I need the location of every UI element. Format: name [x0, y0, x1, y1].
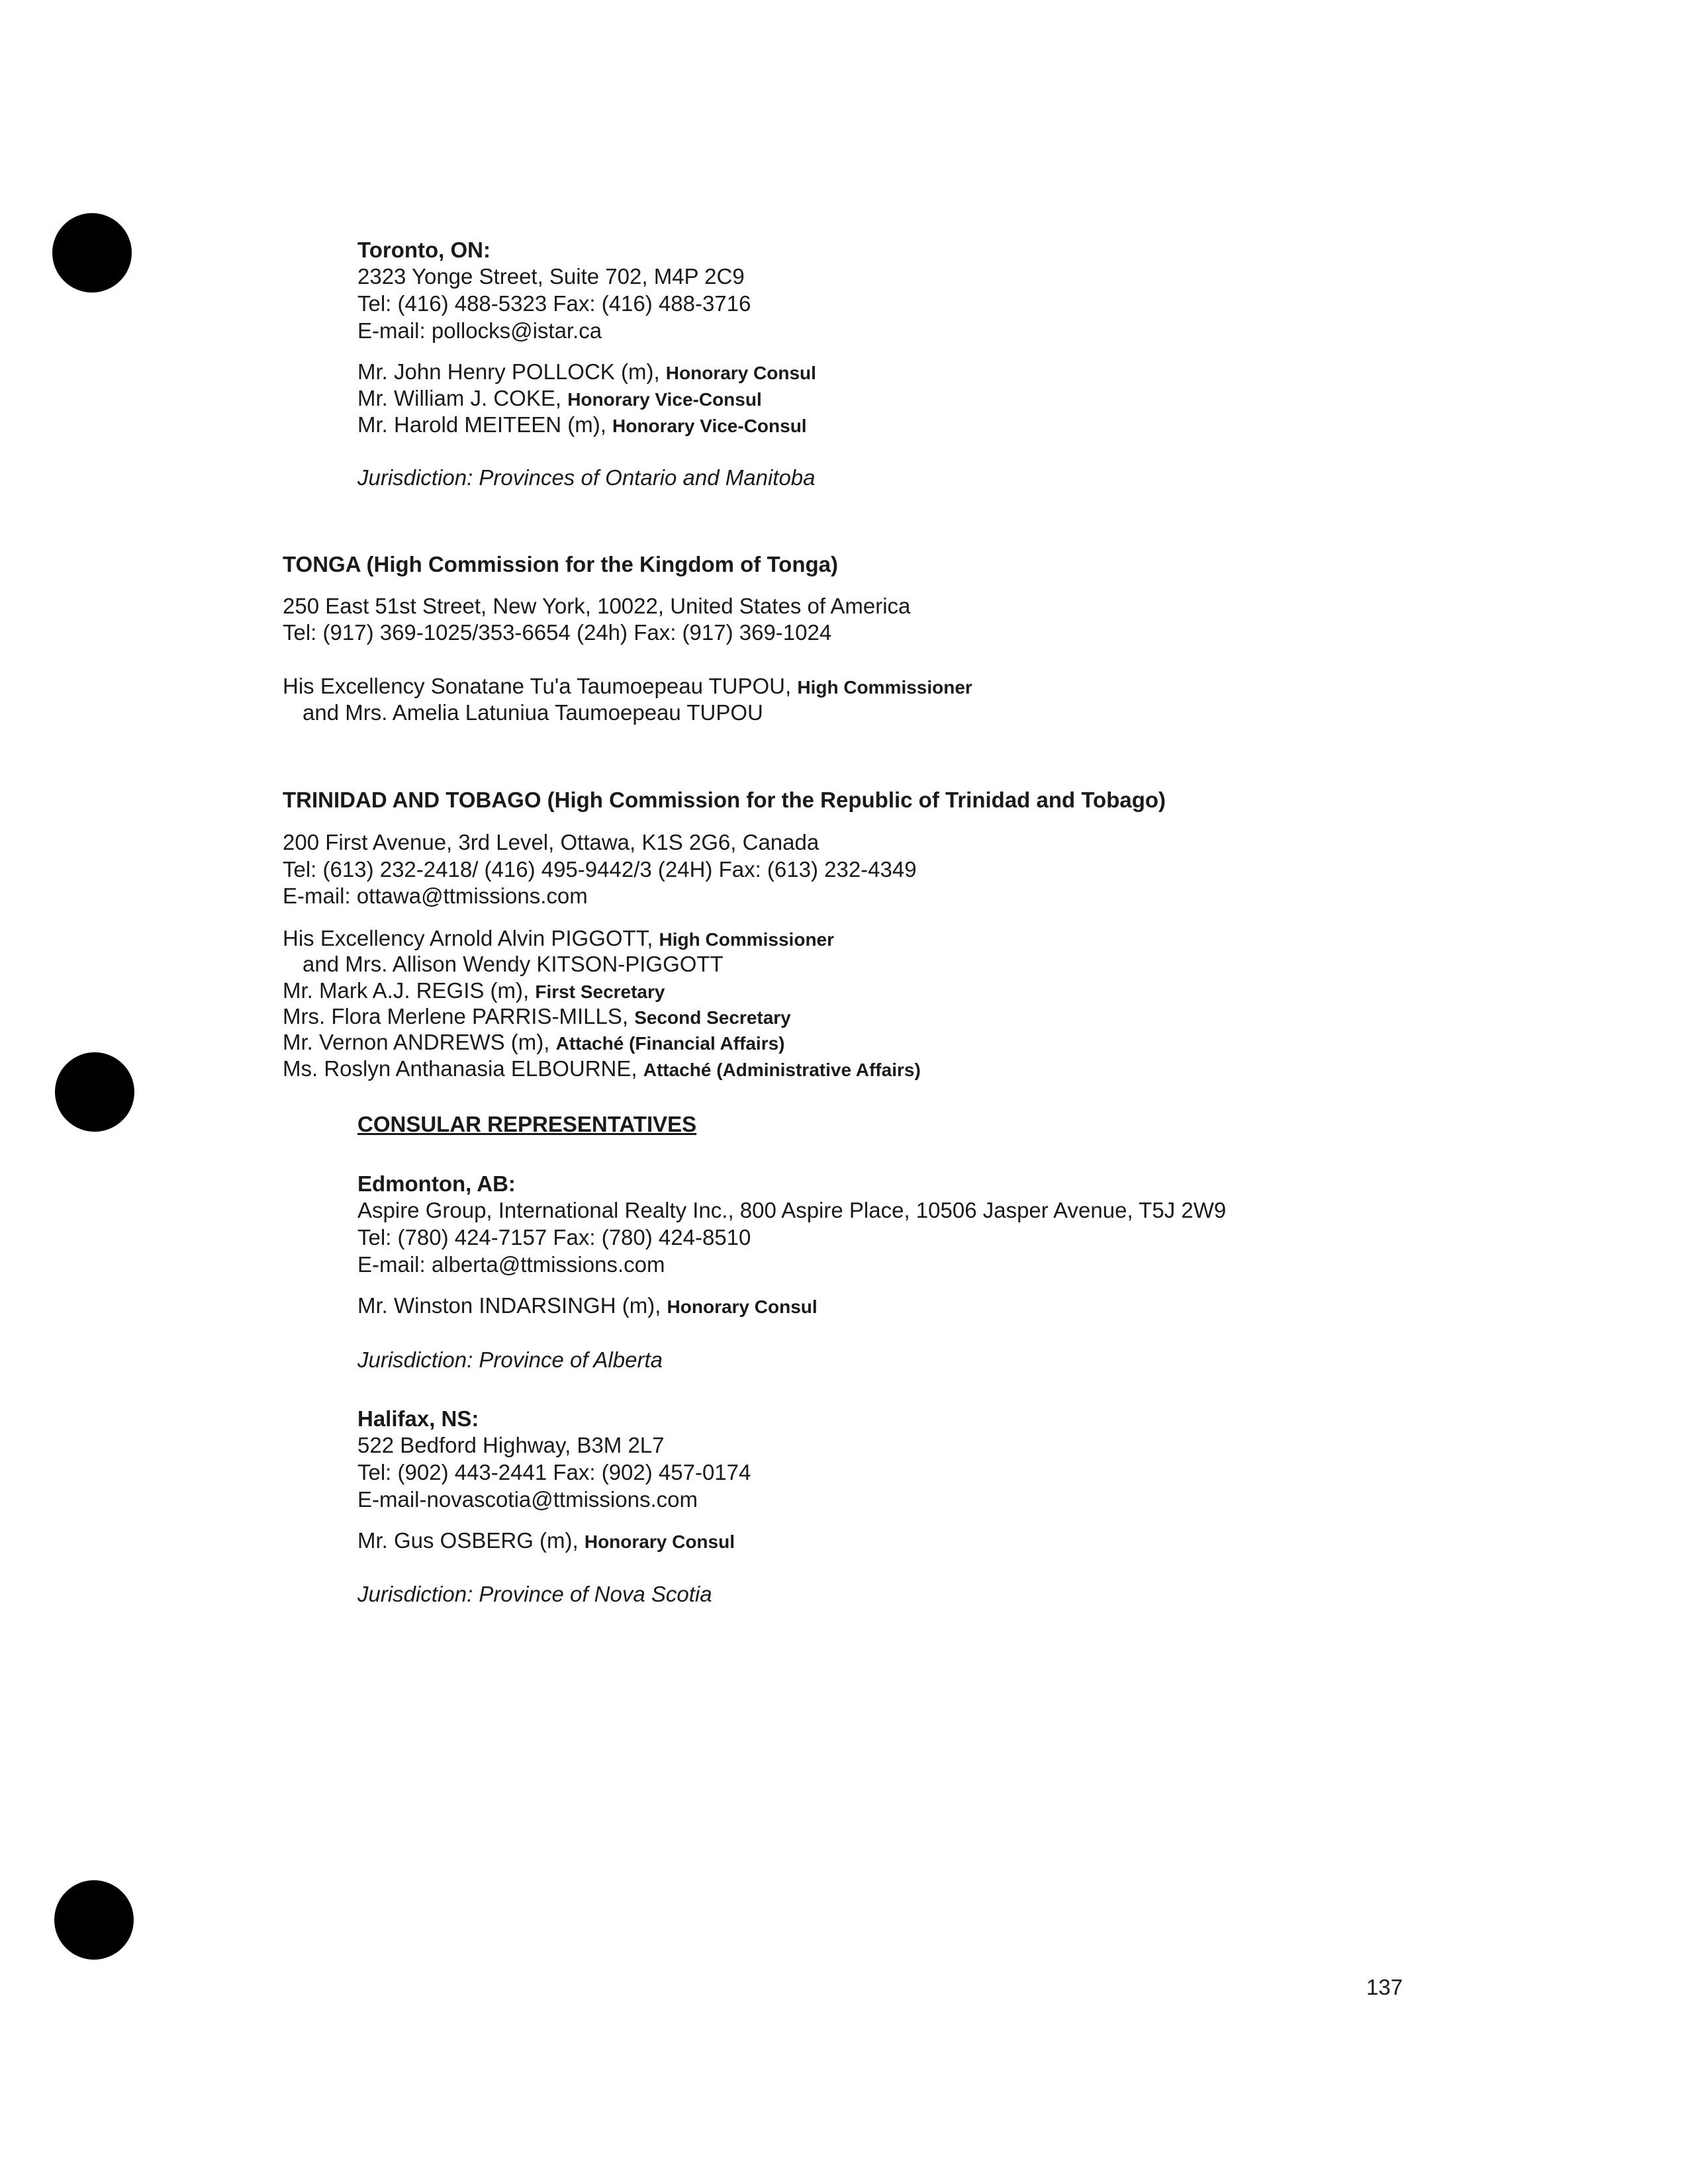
person-name: His Excellency Sonatane Tu'a Taumoepeau TUPOU,: [283, 674, 798, 698]
address-line: 522 Bedford Highway, B3M 2L7: [357, 1433, 665, 1457]
person-line: [283, 673, 972, 701]
country-heading: TONGA (High Commission for the Kingdom of Tonga): [283, 552, 838, 576]
phone-line: Tel: (780) 424-7157 Fax: (780) 424-8510: [357, 1225, 751, 1250]
email-line: E-mail: alberta@ttmissions.com: [357, 1252, 665, 1277]
section-heading: Halifax, NS:: [357, 1406, 479, 1431]
person-name: Ms. Roslyn Anthanasia ELBOURNE,: [283, 1056, 643, 1081]
phone-line: Tel: (902) 443-2441 Fax: (902) 457-0174: [357, 1460, 751, 1484]
person-line: [283, 1029, 785, 1057]
person-line: [303, 951, 724, 979]
person-name: Mr. William J. COKE,: [357, 386, 568, 410]
person-name: His Excellency Arnold Alvin PIGGOTT,: [283, 926, 659, 950]
person-title: Attaché (Financial Affairs): [555, 1033, 785, 1054]
person-title: Honorary Vice-Consul: [567, 389, 762, 410]
person-name: Mr. Vernon ANDREWS (m),: [283, 1030, 556, 1054]
person-title: Honorary Consul: [665, 363, 816, 383]
person-name: Mr. John Henry POLLOCK (m),: [357, 359, 666, 384]
person-name: Mr. Mark A.J. REGIS (m),: [283, 978, 536, 1003]
person-line: [283, 978, 665, 1005]
person-title: Honorary Vice-Consul: [612, 416, 807, 436]
person-name: and Mrs. Allison Wendy KITSON-PIGGOTT: [303, 952, 724, 976]
phone-line: Tel: (416) 488-5323 Fax: (416) 488-3716: [357, 291, 751, 316]
person-line: [357, 385, 762, 413]
address-line: 200 First Avenue, 3rd Level, Ottawa, K1S 2G6, Canada: [283, 830, 820, 854]
binder-hole-bottom: [54, 1880, 134, 1960]
person-line: [283, 1003, 791, 1031]
person-title: First Secretary: [535, 981, 665, 1002]
person-name: Mr. Winston INDARSINGH (m),: [357, 1293, 667, 1318]
person-line: [303, 700, 763, 727]
person-title: High Commissioner: [797, 677, 972, 698]
address-line: 250 East 51st Street, New York, 10022, United States of America: [283, 594, 911, 618]
person-line: [357, 1527, 735, 1555]
person-name: Mr. Harold MEITEEN (m),: [357, 412, 613, 437]
person-line: [357, 412, 807, 439]
address-line: 2323 Yonge Street, Suite 702, M4P 2C9: [357, 264, 745, 289]
country-heading: TRINIDAD AND TOBAGO (High Commission for the Republic of Trinidad and Tobago): [283, 788, 1166, 812]
person-title: Attaché (Administrative Affairs): [643, 1060, 921, 1080]
section-heading: Toronto, ON:: [357, 238, 491, 262]
binder-hole-top: [52, 213, 132, 293]
person-title: Second Secretary: [634, 1007, 791, 1028]
person-line: [357, 1293, 818, 1320]
email-line: E-mail: ottawa@ttmissions.com: [283, 884, 588, 908]
person-title: Honorary Consul: [667, 1297, 818, 1317]
binder-hole-middle: [55, 1052, 134, 1132]
section-heading: Edmonton, AB:: [357, 1171, 516, 1196]
person-line: [283, 1056, 921, 1083]
email-line: E-mail: pollocks@istar.ca: [357, 318, 602, 343]
person-name: Mrs. Flora Merlene PARRIS-MILLS,: [283, 1004, 635, 1028]
address-line: Aspire Group, International Realty Inc., 800 Aspire Place, 10506 Jasper Avenue, T5J 2W9: [357, 1198, 1227, 1222]
phone-line: Tel: (613) 232-2418/ (416) 495-9442/3 (24H) Fax: (613) 232-4349: [283, 857, 917, 882]
person-title: High Commissioner: [659, 929, 835, 950]
person-line: [283, 925, 834, 953]
jurisdiction-line: Jurisdiction: Provinces of Ontario and Manitoba: [357, 465, 816, 490]
person-line: [357, 359, 816, 387]
jurisdiction-line: Jurisdiction: Province of Nova Scotia: [357, 1582, 712, 1606]
phone-line: Tel: (917) 369-1025/353-6654 (24h) Fax: (917) 369-1024: [283, 620, 832, 645]
jurisdiction-line: Jurisdiction: Province of Alberta: [357, 1347, 663, 1372]
consular-representatives-heading: CONSULAR REPRESENTATIVES: [357, 1112, 697, 1136]
person-name: and Mrs. Amelia Latuniua Taumoepeau TUPOU: [303, 700, 763, 725]
email-line: E-mail-novascotia@ttmissions.com: [357, 1487, 698, 1512]
person-title: Honorary Consul: [584, 1531, 735, 1552]
person-name: Mr. Gus OSBERG (m),: [357, 1528, 585, 1553]
page-number: 137: [1366, 1975, 1403, 1999]
